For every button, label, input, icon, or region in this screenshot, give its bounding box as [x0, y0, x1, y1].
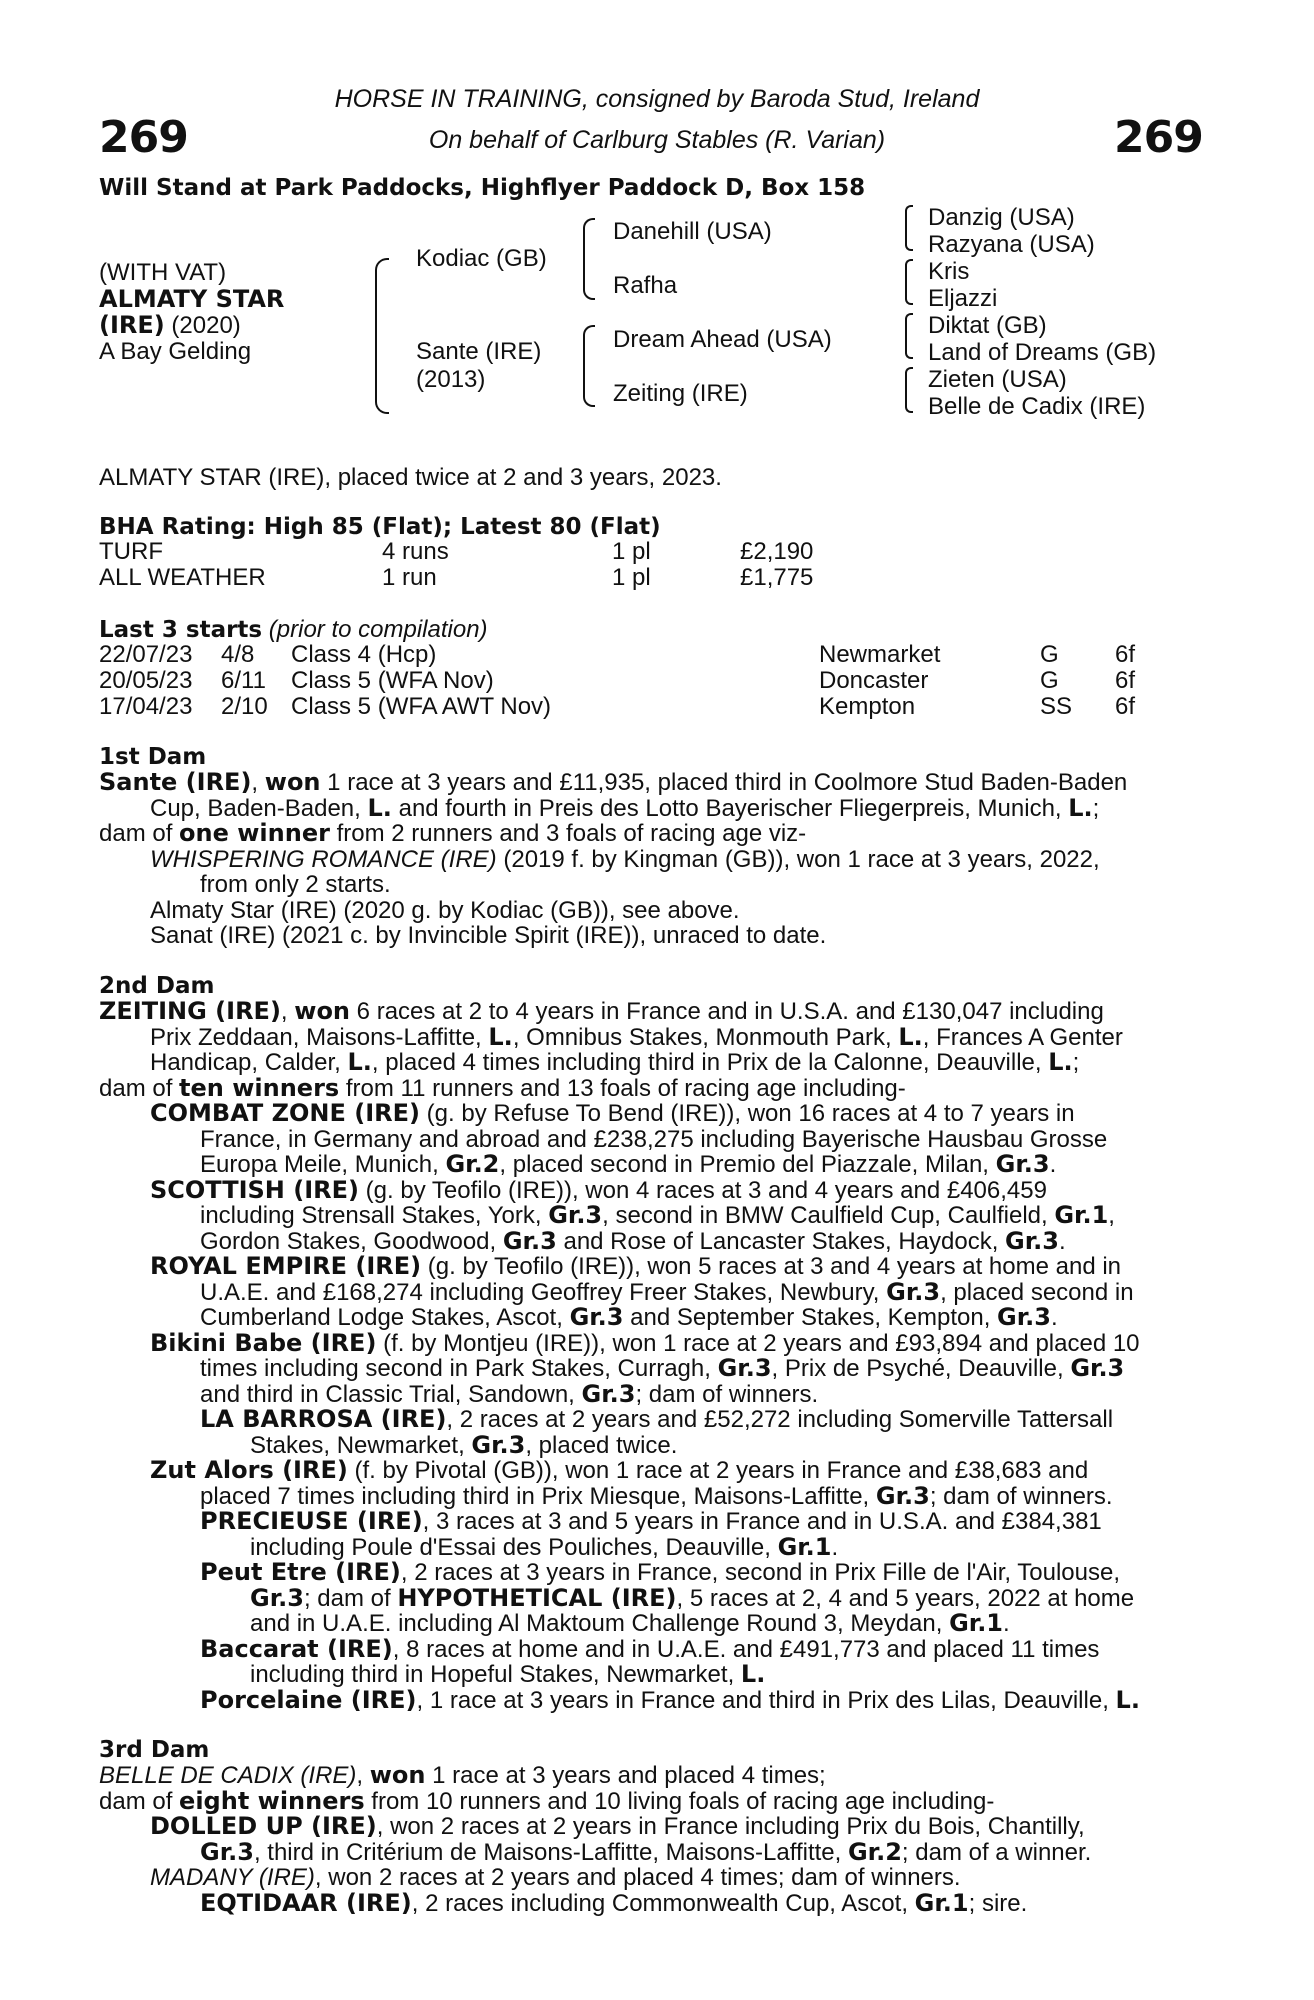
first-dam-line: dam of one winner from 2 runners and 3 foals of racing age viz- [99, 819, 807, 847]
ggs-7: Zieten (USA) [928, 366, 1067, 393]
second-dam-title: 2nd Dam [99, 973, 215, 999]
ggs-8: Belle de Cadix (IRE) [928, 393, 1146, 420]
start-going: G [1040, 667, 1059, 694]
ggs-1: Danzig (USA) [928, 204, 1075, 231]
progeny-line: Europa Meile, Munich, Gr.2, placed second in Premio del Piazzale, Milan, Gr.3. [200, 1150, 1057, 1178]
progeny-line: Cumberland Lodge Stakes, Ascot, Gr.3 and September Stakes, Kempton, Gr.3. [200, 1303, 1058, 1331]
progeny-line: Baccarat (IRE), 8 races at home and in U.A.E. and £491,773 and placed 11 times [200, 1635, 1100, 1663]
start-position: 2/10 [221, 693, 268, 720]
horse-description: A Bay Gelding [99, 338, 252, 365]
rating-surface: TURF [99, 538, 163, 565]
progeny-line: times including second in Park Stakes, Curragh, Gr.3, Prix de Psyché, Deauville, Gr.3 [200, 1354, 1125, 1382]
dam-sire: Dream Ahead (USA) [613, 326, 832, 353]
sire: Kodiac (GB) [416, 245, 547, 272]
second-dam-line: Prix Zeddaan, Maisons-Laffitte, L., Omnibus Stakes, Monmouth Park, L., Frances A Genter [150, 1023, 1123, 1051]
third-dam-line: dam of eight winners from 10 runners and 10 living foals of racing age including- [99, 1787, 995, 1815]
start-position: 4/8 [221, 641, 255, 668]
progeny-line: France, in Germany and abroad and £238,275 including Bayerische Hausbau Grosse [200, 1126, 1108, 1153]
first-dam-foal: Sanat (IRE) (2021 c. by Invincible Spirit (IRE)), unraced to date. [150, 922, 827, 949]
progeny-line: ROYAL EMPIRE (IRE) (g. by Teofilo (IRE)), won 5 races at 3 and 4 years at home and in [150, 1252, 1122, 1280]
progeny-line: SCOTTISH (IRE) (g. by Teofilo (IRE)), won 4 races at 3 and 4 years and £406,459 [150, 1176, 1047, 1204]
dam-year: (2013) [416, 366, 486, 393]
sire-dam: Rafha [613, 272, 678, 299]
ggs-4: Eljazzi [928, 285, 998, 312]
rating-placed: 1 pl [612, 564, 651, 591]
horse-origin-year: (IRE) (2020) [99, 311, 241, 339]
starts-title: Last 3 starts (prior to compilation) [99, 616, 488, 643]
progeny-line: Stakes, Newmarket, Gr.3, placed twice. [250, 1431, 678, 1459]
ggs-2: Razyana (USA) [928, 231, 1095, 258]
second-dam-line: Handicap, Calder, L., placed 4 times including third in Prix de la Calonne, Deauville, L.; [150, 1048, 1080, 1076]
start-date: 22/07/23 [99, 641, 193, 668]
progeny-line: Zut Alors (IRE) (f. by Pivotal (GB)), won 1 race at 2 years in France and £38,683 and [150, 1456, 1089, 1484]
progeny-line: LA BARROSA (IRE), 2 races at 2 years and £52,272 including Somerville Tattersall [200, 1405, 1114, 1433]
consignor-line: HORSE IN TRAINING, consigned by Baroda Stud, Ireland [334, 85, 980, 113]
start-going: G [1040, 641, 1059, 668]
start-race: Class 5 (WFA AWT Nov) [291, 693, 552, 720]
sire-sire: Danehill (USA) [613, 218, 772, 245]
first-dam-title: 1st Dam [99, 744, 207, 770]
ggs-3: Kris [928, 258, 970, 285]
rating-placed: 1 pl [612, 538, 651, 565]
start-race: Class 4 (Hcp) [291, 641, 437, 668]
progeny-line: EQTIDAAR (IRE), 2 races including Commonwealth Cup, Ascot, Gr.1; sire. [200, 1889, 1028, 1917]
third-dam-line: BELLE DE CADIX (IRE), won 1 race at 3 years and placed 4 times; [99, 1761, 826, 1789]
progeny-line: Bikini Babe (IRE) (f. by Montjeu (IRE)), won 1 race at 2 years and £93,894 and placed 10 [150, 1329, 1140, 1357]
pedigree-brace-g3 [905, 313, 913, 359]
progeny-line: DOLLED UP (IRE), won 2 races at 2 years in France including Prix du Bois, Chantilly, [150, 1812, 1085, 1840]
first-dam-foal: from only 2 starts. [200, 871, 391, 898]
lot-number-left: 269 [99, 112, 188, 163]
pedigree-brace-g2 [905, 259, 913, 305]
first-dam-line: Sante (IRE), won 1 race at 3 years and £11,935, placed third in Coolmore Stud Baden-Baden [99, 768, 1128, 796]
pedigree-brace-dam [583, 325, 595, 407]
rating-surface: ALL WEATHER [99, 564, 266, 591]
progeny-line: Gordon Stakes, Goodwood, Gr.3 and Rose of Lancaster Stakes, Haydock, Gr.3. [200, 1227, 1066, 1255]
pedigree-brace-g1 [905, 205, 913, 251]
second-dam-line: ZEITING (IRE), won 6 races at 2 to 4 years in France and in U.S.A. and £130,047 including [99, 997, 1104, 1025]
progeny-line: MADANY (IRE), won 2 races at 2 years and placed 4 times; dam of winners. [150, 1864, 961, 1891]
progeny-line: and in U.A.E. including Al Maktoum Challenge Round 3, Meydan, Gr.1. [250, 1609, 1010, 1637]
progeny-line: placed 7 times including third in Prix Miesque, Maisons-Laffitte, Gr.3; dam of winners. [200, 1482, 1113, 1510]
start-position: 6/11 [221, 667, 266, 694]
ggs-6: Land of Dreams (GB) [928, 339, 1157, 366]
rating-earnings: £1,775 [740, 564, 814, 591]
progeny-line: Porcelaine (IRE), 1 race at 3 years in France and third in Prix des Lilas, Deauville, L. [200, 1686, 1140, 1714]
first-dam-foal: WHISPERING ROMANCE (IRE) (2019 f. by Kingman (GB)), won 1 race at 3 years, 2022, [150, 846, 1100, 873]
dam-dam: Zeiting (IRE) [613, 380, 748, 407]
pedigree-brace-main [375, 258, 389, 414]
progeny-line: U.A.E. and £168,274 including Geoffrey Freer Stakes, Newbury, Gr.3, placed second in [200, 1278, 1134, 1306]
progeny-line: and third in Classic Trial, Sandown, Gr.3; dam of winners. [200, 1380, 819, 1408]
second-dam-line: dam of ten winners from 11 runners and 13 foals of racing age including- [99, 1074, 906, 1102]
pedigree-brace-sire [583, 218, 595, 300]
rating-title: BHA Rating: High 85 (Flat); Latest 80 (Flat) [99, 514, 661, 540]
dam: Sante (IRE) [416, 338, 542, 365]
vat-label: (WITH VAT) [99, 259, 227, 286]
race-summary: ALMATY STAR (IRE), placed twice at 2 and 3 years, 2023. [99, 464, 722, 491]
start-distance: 6f [1115, 641, 1136, 668]
rating-earnings: £2,190 [740, 538, 814, 565]
start-distance: 6f [1115, 693, 1136, 720]
rating-runs: 4 runs [382, 538, 449, 565]
horse-name: ALMATY STAR [99, 285, 285, 313]
start-date: 20/05/23 [99, 667, 193, 694]
progeny-line: Gr.3; dam of HYPOTHETICAL (IRE), 5 races at 2, 4 and 5 years, 2022 at home [250, 1584, 1135, 1612]
start-going: SS [1040, 693, 1073, 720]
progeny-line: PRECIEUSE (IRE), 3 races at 3 and 5 years in France and in U.S.A. and £384,381 [200, 1507, 1102, 1535]
progeny-line: including third in Hopeful Stakes, Newmarket, L. [250, 1660, 766, 1688]
stand-location: Will Stand at Park Paddocks, Highflyer Paddock D, Box 158 [99, 175, 866, 201]
start-course: Kempton [819, 693, 916, 720]
start-distance: 6f [1115, 667, 1136, 694]
start-race: Class 5 (WFA Nov) [291, 667, 494, 694]
pedigree-brace-g4 [905, 367, 913, 413]
start-course: Doncaster [819, 667, 929, 694]
rating-runs: 1 run [382, 564, 437, 591]
progeny-line: Peut Etre (IRE), 2 races at 3 years in France, second in Prix Fille de l'Air, Toulouse, [200, 1558, 1121, 1586]
first-dam-line: Cup, Baden-Baden, L. and fourth in Preis des Lotto Bayerischer Fliegerpreis, Munich, L.; [150, 794, 1100, 822]
ggs-5: Diktat (GB) [928, 312, 1047, 339]
progeny-line: including Poule d'Essai des Pouliches, Deauville, Gr.1. [250, 1533, 839, 1561]
start-date: 17/04/23 [99, 693, 193, 720]
start-course: Newmarket [819, 641, 941, 668]
lot-number-right: 269 [1114, 112, 1203, 163]
progeny-line: including Strensall Stakes, York, Gr.3, second in BMW Caulfield Cup, Caulfield, Gr.1, [200, 1201, 1115, 1229]
progeny-line: Gr.3, third in Critérium de Maisons-Laffitte, Maisons-Laffitte, Gr.2; dam of a winner. [200, 1838, 1092, 1866]
first-dam-foal: Almaty Star (IRE) (2020 g. by Kodiac (GB)), see above. [150, 897, 740, 924]
progeny-line: COMBAT ZONE (IRE) (g. by Refuse To Bend (IRE)), won 16 races at 4 to 7 years in [150, 1099, 1075, 1127]
third-dam-title: 3rd Dam [99, 1737, 210, 1763]
on-behalf-line: On behalf of Carlburg Stables (R. Varian) [428, 126, 886, 154]
